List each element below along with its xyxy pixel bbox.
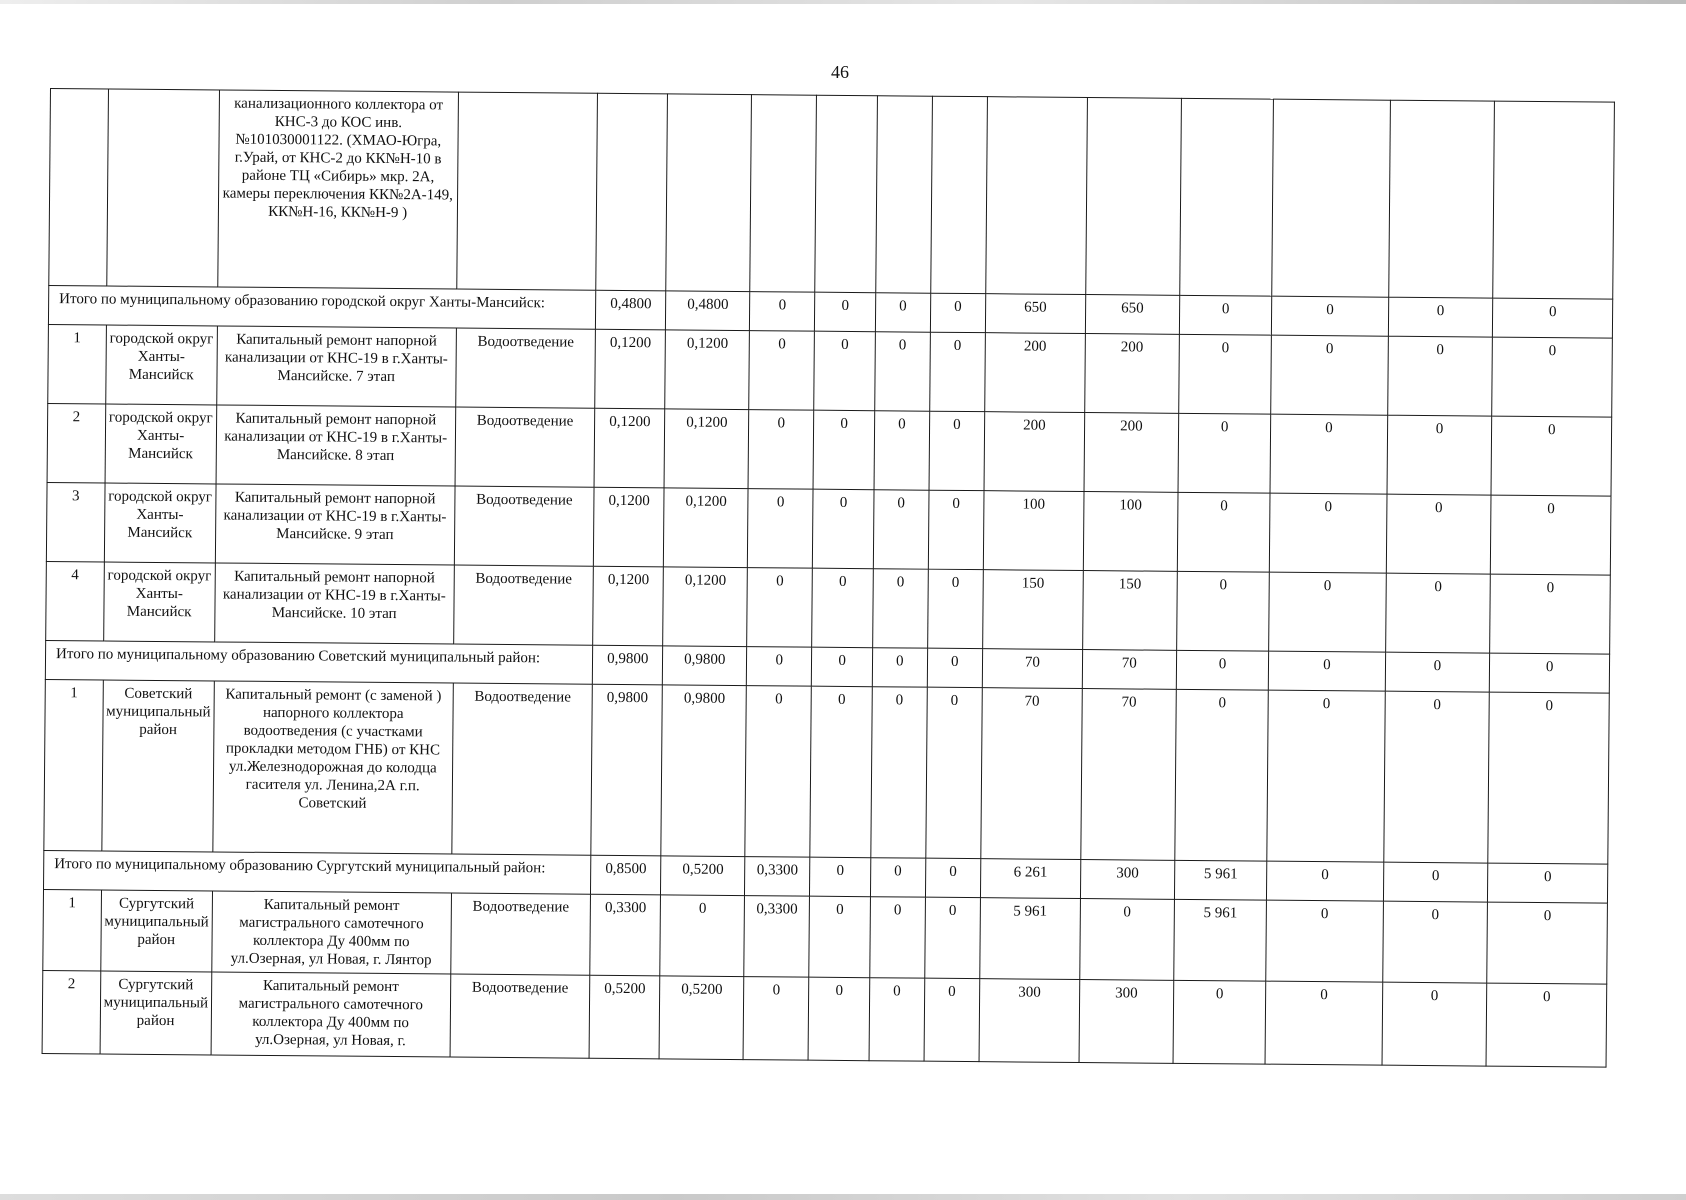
- subtotal-label: Итого по муниципальному образованию городской округ Ханты-Мансийск:: [48, 285, 595, 329]
- cell-description: Капитальный ремонт напорной канализации от КНС-19 в г.Ханты-Мансийске. 10 этап: [214, 563, 454, 644]
- table-row-continuation: [49, 89, 1615, 300]
- table-row: [43, 889, 1608, 984]
- cell-value: 0: [929, 332, 985, 411]
- cell-value: 0: [927, 648, 983, 687]
- cell-value: 0: [812, 568, 873, 648]
- cell-value: 150: [983, 570, 1083, 650]
- subtotal-label: Итого по муниципальному образованию Сургутский муниципальный район:: [44, 850, 591, 894]
- cell-municipality: Советский муниципальный район: [101, 680, 214, 852]
- cell-description: Капитальный ремонт магистрального самотечного коллектора Ду 400мм по ул.Озерная, ул Новая, г.: [211, 972, 451, 1057]
- cell-value: 200: [1084, 334, 1179, 414]
- cell-value: 0: [924, 978, 980, 1061]
- cell-value: 0: [1385, 652, 1490, 692]
- cell-value: [1272, 99, 1390, 297]
- cell-num: [49, 89, 108, 286]
- cell-value: 0: [1175, 689, 1269, 861]
- cell-value: 0: [1272, 296, 1389, 336]
- cell-value: 0: [747, 647, 812, 687]
- cell-value: 0: [1265, 981, 1382, 1065]
- cell-value: 0,9800: [661, 685, 746, 857]
- cell-type: Водоотведение: [453, 565, 593, 645]
- table-body: [42, 89, 1614, 1068]
- table-row: [46, 482, 1611, 575]
- cell-value: [666, 94, 752, 292]
- cell-value: 0,5200: [659, 976, 744, 1060]
- cell-value: 0: [929, 411, 985, 490]
- cell-value: 0: [1079, 899, 1174, 981]
- cell-value: 0: [1382, 982, 1488, 1066]
- cell-value: 0,1200: [664, 409, 749, 489]
- cell-value: 0,1200: [595, 329, 666, 409]
- cell-value: 0: [809, 896, 871, 978]
- cell-value: 0: [1271, 335, 1388, 415]
- cell-num: 4: [46, 561, 104, 641]
- cell-num: 3: [46, 482, 104, 561]
- cell-value: 5 961: [1174, 860, 1267, 900]
- scan-edge-top: [0, 0, 1686, 4]
- cell-municipality: [106, 89, 219, 287]
- cell-value: 0: [1488, 692, 1609, 864]
- cell-value: 0: [1490, 574, 1610, 654]
- cell-value: 0: [813, 489, 874, 569]
- cell-municipality: Сургутский муниципальный район: [100, 971, 212, 1055]
- cell-type: Водоотведение: [450, 974, 590, 1058]
- cell-value: [876, 96, 932, 293]
- cell-description: Капитальный ремонт магистрального самотечного коллектора Ду 400мм по ул.Озерная, ул Новая, г. Лянтор: [212, 891, 452, 974]
- cell-num: 1: [48, 324, 106, 404]
- cell-value: 300: [979, 979, 1079, 1063]
- cell-description: Капитальный ремонт напорной канализации от КНС-19 в г.Ханты-Мансийске. 9 этап: [215, 484, 455, 565]
- cell-value: 70: [982, 649, 1082, 689]
- cell-value: 0: [1269, 572, 1386, 652]
- cell-value: 0: [870, 897, 925, 978]
- subtotal-label: Итого по муниципальному образованию Советский муниципальный район:: [45, 640, 592, 684]
- cell-value: 0: [815, 292, 876, 332]
- cell-value: 0: [1270, 414, 1387, 494]
- cell-value: 0,3300: [590, 894, 661, 976]
- cell-value: [986, 97, 1087, 295]
- cell-value: 0,5200: [661, 856, 745, 896]
- table-row: [48, 324, 1613, 417]
- cell-value: 0,8500: [591, 855, 662, 895]
- cell-value: 0: [924, 897, 980, 978]
- cell-value: 0: [875, 293, 930, 332]
- cell-value: 0: [1488, 863, 1608, 903]
- cell-value: 0: [1266, 900, 1383, 982]
- table-row: [42, 970, 1607, 1067]
- cell-type: [457, 92, 598, 290]
- cell-value: 0: [1383, 691, 1489, 863]
- cell-value: 0: [1491, 416, 1611, 496]
- cell-value: [750, 95, 817, 293]
- cell-value: 70: [1080, 689, 1176, 861]
- cell-value: [1493, 101, 1614, 299]
- cell-value: 0: [1492, 337, 1612, 417]
- cell-description: Капитальный ремонт напорной канализации от КНС-19 в г.Ханты-Мансийске. 7 этап: [216, 326, 456, 407]
- cell-value: 0: [1177, 492, 1270, 572]
- cell-value: 0: [869, 978, 924, 1061]
- cell-value: 0: [1386, 494, 1491, 574]
- cell-value: [1085, 98, 1181, 296]
- cell-value: 0: [810, 686, 872, 858]
- cell-value: 70: [1082, 650, 1177, 690]
- cell-value: 0: [1493, 298, 1613, 338]
- cell-value: 650: [985, 294, 1085, 334]
- cell-value: 0: [872, 648, 927, 687]
- cell-value: 100: [983, 491, 1083, 571]
- cell-type: Водоотведение: [452, 683, 593, 855]
- cell-value: 0: [808, 977, 870, 1061]
- cell-value: 200: [1084, 413, 1179, 493]
- cell-value: 0: [812, 647, 873, 687]
- cell-value: 0: [1487, 902, 1607, 984]
- scan-edge-bottom: [0, 1194, 1686, 1200]
- cell-value: 5 961: [1174, 899, 1267, 981]
- cell-municipality: городской округ Ханты-Мансийск: [105, 404, 217, 484]
- cell-value: 300: [1080, 860, 1175, 900]
- cell-value: 300: [1079, 980, 1174, 1064]
- cell-value: 0: [1179, 295, 1272, 335]
- cell-value: 100: [1083, 492, 1178, 572]
- cell-value: 70: [981, 688, 1082, 860]
- cell-num: 2: [47, 403, 105, 483]
- cell-description: Капитальный ремонт (с заменой ) напорного коллектора водоотведения (с участками прокладки методом ГНБ) от КНС ул.Железнодорожная до колодца гасителя ул. Ленина,2А г.п. Советский: [213, 681, 453, 854]
- cell-value: 6 261: [981, 859, 1081, 899]
- cell-value: 200: [985, 333, 1085, 413]
- cell-value: 0: [1268, 651, 1385, 691]
- page-number: 46: [831, 62, 849, 82]
- cell-value: 0: [749, 331, 815, 411]
- cell-value: 0: [930, 293, 986, 332]
- cell-municipality: городской округ Ханты-Мансийск: [104, 483, 216, 563]
- cell-value: 0: [660, 895, 745, 977]
- cell-municipality: Сургутский муниципальный район: [100, 890, 212, 972]
- cell-type: Водоотведение: [455, 328, 595, 408]
- cell-value: 0: [813, 410, 874, 490]
- cell-municipality: городской округ Ханты-Мансийск: [103, 562, 215, 642]
- cell-value: [1180, 98, 1274, 296]
- cell-value: 0: [748, 489, 814, 569]
- table-row: [46, 561, 1611, 654]
- cell-value: 0: [750, 292, 815, 332]
- cell-value: 0: [873, 569, 928, 648]
- cell-value: 0,1200: [665, 330, 750, 410]
- cell-value: 0: [1179, 334, 1272, 414]
- repair-register-table: [42, 88, 1615, 1068]
- cell-value: 0: [747, 568, 813, 648]
- cell-value: 0: [870, 858, 925, 897]
- table-row: [47, 403, 1612, 496]
- cell-value: 0: [875, 332, 930, 411]
- cell-value: 0: [1486, 983, 1606, 1067]
- cell-value: 0,5200: [589, 975, 660, 1059]
- cell-value: 650: [1085, 295, 1180, 335]
- cell-value: 0: [748, 410, 814, 490]
- cell-value: 0: [1267, 690, 1385, 862]
- cell-value: 0,1200: [593, 566, 664, 646]
- cell-value: 0,1200: [594, 408, 665, 488]
- cell-value: [815, 95, 878, 293]
- cell-value: 0: [810, 857, 871, 897]
- cell-value: 0: [928, 490, 984, 569]
- cell-value: 0: [1490, 653, 1610, 693]
- cell-description: Капитальный ремонт напорной канализации от КНС-19 в г.Ханты-Мансийске. 8 этап: [216, 405, 456, 486]
- cell-value: 0: [925, 858, 981, 897]
- cell-value: 0: [743, 977, 809, 1061]
- cell-description: канализационного коллектора от КНС-3 до КОС инв.№101030001122. (ХМАО-Югра, г.Урай, от КНС-2 до КК№Н-10 в районе ТЦ «Сибирь» мкр. 2А, камеры переключения КК№2А-149, КК№Н-16, КК№Н-9 ): [218, 90, 459, 289]
- cell-value: 0: [814, 331, 875, 411]
- cell-value: 0,9800: [592, 645, 663, 685]
- cell-value: 0: [925, 687, 982, 858]
- cell-value: 0,1200: [664, 488, 749, 568]
- cell-value: [596, 93, 668, 291]
- cell-value: 0: [1387, 336, 1492, 416]
- cell-value: 0: [874, 411, 929, 490]
- cell-value: 0,1200: [663, 567, 748, 647]
- cell-value: 0,4800: [596, 290, 667, 330]
- cell-num: 1: [44, 679, 103, 850]
- cell-value: 0: [745, 686, 811, 858]
- cell-value: 0: [873, 490, 928, 569]
- cell-value: 0,9800: [591, 684, 663, 856]
- cell-type: Водоотведение: [451, 893, 591, 975]
- cell-num: 2: [42, 970, 100, 1053]
- cell-value: 0,1200: [594, 487, 665, 567]
- cell-value: 0: [927, 569, 983, 648]
- cell-value: 0: [1173, 980, 1266, 1064]
- cell-municipality: городской округ Ханты-Мансийск: [105, 325, 217, 405]
- cell-value: 0: [1178, 413, 1271, 493]
- cell-value: 0,3300: [744, 896, 810, 978]
- table-row: [44, 679, 1609, 864]
- cell-value: [1388, 100, 1495, 298]
- cell-value: 0: [1267, 861, 1384, 901]
- cell-value: 0: [871, 687, 927, 858]
- cell-value: 0: [1270, 493, 1387, 573]
- cell-value: 0: [1177, 571, 1270, 651]
- cell-value: 200: [984, 412, 1084, 492]
- cell-type: Водоотведение: [454, 486, 594, 566]
- cell-value: 0: [1383, 862, 1488, 902]
- cell-type: Водоотведение: [455, 407, 595, 487]
- cell-value: 150: [1082, 571, 1177, 651]
- cell-value: 0,3300: [745, 857, 810, 897]
- cell-value: 0,9800: [663, 646, 747, 686]
- cell-value: [930, 96, 987, 293]
- cell-value: 0,4800: [666, 291, 750, 331]
- cell-value: 0: [1382, 901, 1488, 983]
- cell-value: 0: [1388, 297, 1493, 337]
- cell-value: 0: [1491, 495, 1611, 575]
- cell-value: 0: [1387, 415, 1492, 495]
- cell-value: 0: [1385, 573, 1490, 653]
- cell-value: 0: [1176, 650, 1269, 690]
- cell-value: 5 961: [980, 898, 1080, 980]
- cell-num: 1: [43, 889, 101, 970]
